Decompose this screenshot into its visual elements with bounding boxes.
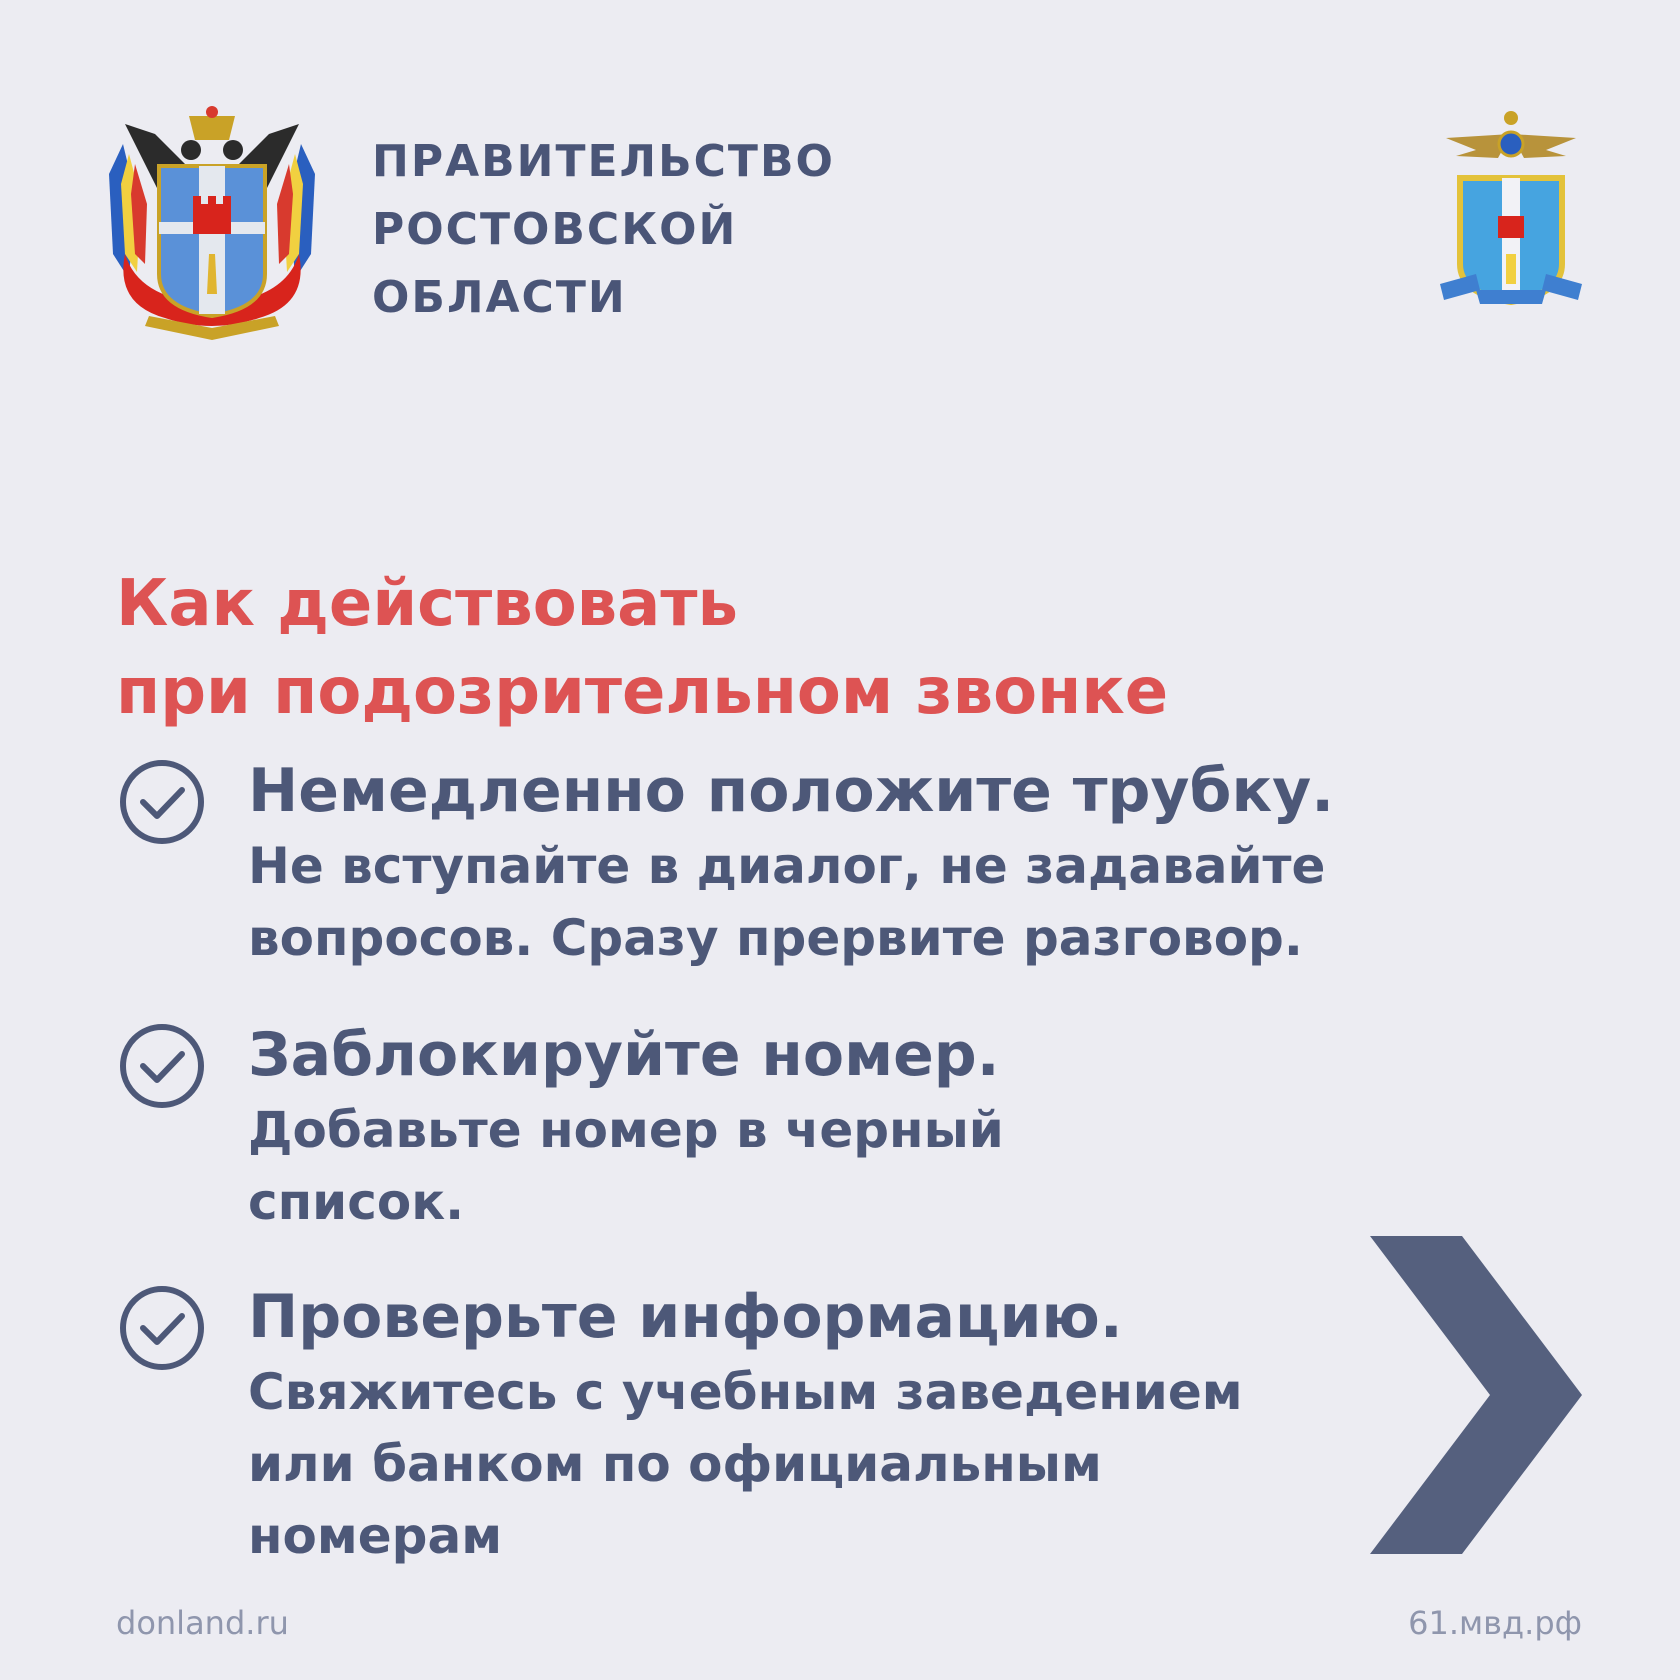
- advice-body-line: Добавьте номер в черный: [248, 1101, 1004, 1159]
- advice-body: [248, 1094, 1478, 1238]
- headline-line-1: Как действовать: [116, 567, 738, 641]
- advice-body-line: Свяжитесь с учебным заведением: [248, 1363, 1243, 1421]
- footer-website-left[interactable]: donland.ru: [116, 1604, 289, 1642]
- advice-body-line: список.: [248, 1173, 465, 1231]
- footer-website-right[interactable]: 61.мвд.рф: [1408, 1604, 1582, 1642]
- government-title-line-2: РОСТОВСКОЙ: [372, 204, 738, 255]
- headline-line-2: при подозрительном звонке: [116, 655, 1169, 729]
- advice-body-line: вопросов. Сразу прервите разговор.: [248, 909, 1303, 967]
- advice-body: [248, 1356, 1478, 1572]
- advice-title: Заблокируйте номер.: [248, 1020, 1000, 1090]
- advice-title: Немедленно положите трубку.: [248, 756, 1335, 826]
- rostov-coat-of-arms-logo: [105, 104, 319, 340]
- advice-body: [248, 830, 1478, 974]
- check-circle-icon: [118, 1022, 206, 1110]
- check-circle-icon: [118, 1284, 206, 1372]
- advice-title: Проверьте информацию.: [248, 1282, 1123, 1352]
- check-circle-icon: [118, 758, 206, 846]
- mvd-emblem-logo: [1436, 104, 1586, 314]
- advice-body-line: номерам: [248, 1507, 503, 1565]
- government-title-line-1: ПРАВИТЕЛЬСТВО: [372, 136, 835, 187]
- advice-body-line: или банком по официальным: [248, 1435, 1102, 1493]
- advice-body-line: Не вступайте в диалог, не задавайте: [248, 837, 1326, 895]
- government-title: [372, 128, 835, 332]
- header: [0, 0, 1680, 360]
- chevron-right-icon[interactable]: [1370, 1236, 1582, 1554]
- government-title-line-3: ОБЛАСТИ: [372, 272, 627, 323]
- headline: [116, 560, 1168, 736]
